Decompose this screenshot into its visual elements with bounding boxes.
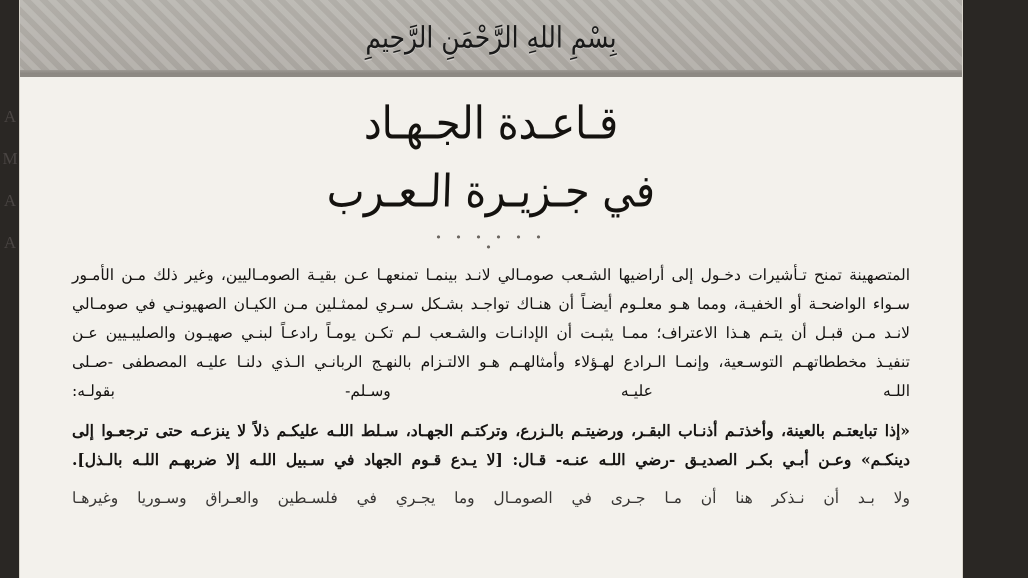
title-block: [20, 77, 962, 253]
body-text: [20, 257, 962, 510]
document-title-line-2: في جـزيـرة الـعـرب: [326, 166, 656, 218]
paragraph-hadith: «إذا تبايعتـم بالعينة، وأخذتـم أذنـاب البقـر، ورضيتـم بالـزرع، وتركتـم الجهـاد، سـلط اللـه عليكـم ذلاً لا ينزعـه حتى ترجعـوا إلى دينكـم» وعـن أبـي بكـر الصديـق -رضي اللـه عنـه- قـال: [لا يـدع قـوم الجهاد في سـبيل اللـه إلا ضربهـم اللـه بالـذل].: [72, 421, 910, 469]
document-page: [20, 0, 962, 578]
page-bottom-edge: [20, 560, 962, 578]
document-title-line-1: قـاعـدة الجـهـاد: [363, 98, 619, 150]
paragraph-clipped: ولا بـد أن نـذكر هنا أن مـا جـرى في الصومـال وما يجـري في فلسـطين والعـراق وسـوريا وغيرهـا: [72, 489, 910, 507]
page-right-gutter: [962, 0, 1028, 578]
title-divider: • • • • • • •: [435, 231, 547, 254]
basmala-banner: [20, 0, 962, 77]
basmala-text: بِسْمِ اللهِ الرَّحْمَنِ الرَّحِيمِ: [365, 19, 617, 55]
paragraph: المتصهينة تمنح تـأشيرات دخـول إلى أراضيها الشـعب صومـالي لانـد بينمـا تمنعهـا عـن بقيـة الصومـاليين، وغير ذلك مـن الأمـور سـواء الواضحـة أو الخفيـة، ومما هـو معلـوم أيضـاً أن هنـاك تواجـد بشـكل سـري لممثـلين مـن الكيـان الصهيونـي في صومـالي لانـد مـن قبـل أن يتـم هـذا الاعتراف؛ ممـا يثبـت أن الإدانـات والشـعب لـم تكـن يومـاً رادعـاً لبنـي صهيـون والصليبـيين عـن تنفيـذ مخططاتهـم التوسـعية، وإنمـا الـرادع لهـؤلاء وأمثالهـم هـو الالتـزام بالنهـج الربانـي الـذي دلنـا عليـه المصطفى -صـلى اللـه عليـه وسـلم- بقولـه:: [72, 266, 910, 400]
page-left-gutter: [0, 0, 20, 578]
edge-letters: A M A A: [2, 107, 18, 252]
